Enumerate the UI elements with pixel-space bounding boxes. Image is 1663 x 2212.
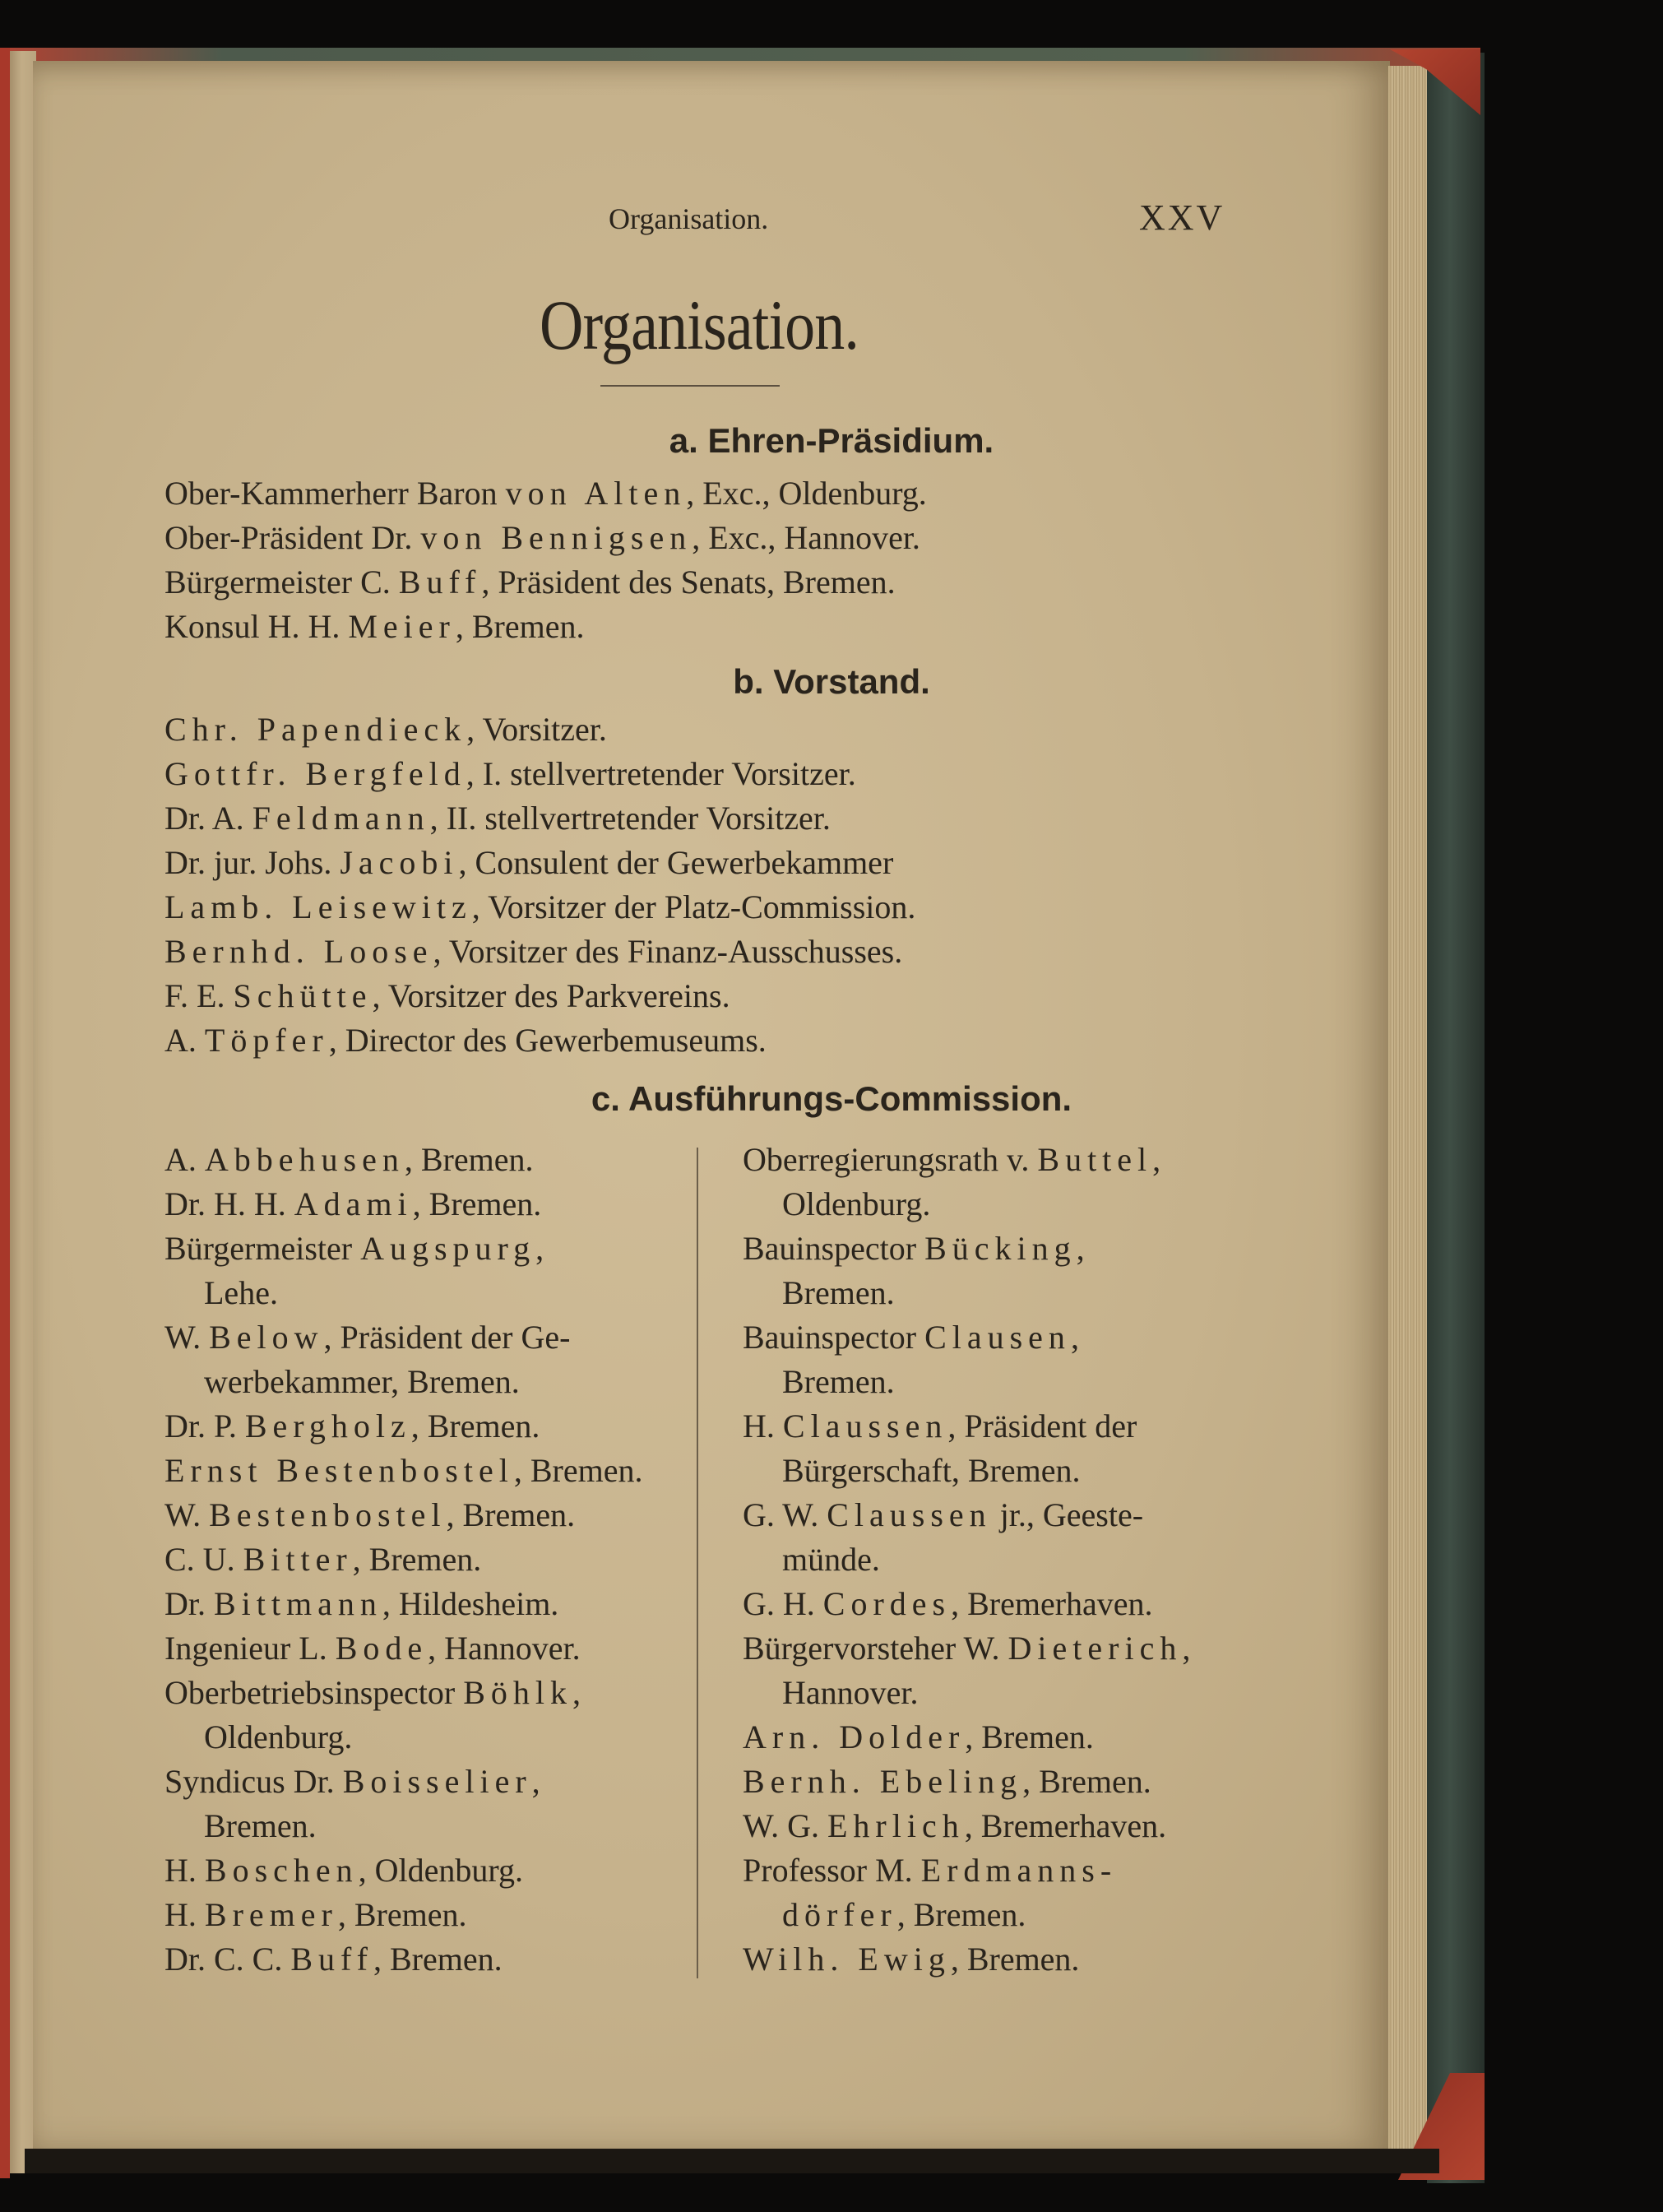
line-text: Konsul H. H. [164,608,349,645]
spaced-name: dörfer [782,1896,897,1933]
list-item [164,1493,642,1537]
list-item [743,1626,1190,1671]
line-text: Bürgermeister C. [164,563,399,601]
title-rule [600,385,780,387]
list-item [164,1937,642,1982]
spaced-name: Adami [294,1185,413,1222]
line-text: Dr. jur. Johs. [164,844,340,881]
spaced-name: Meier [348,608,456,645]
line-text: F. E. [164,977,234,1014]
line-text: , Vorsitzer der Platz-Commission. [471,888,916,925]
line-text: Bauinspector [743,1230,925,1267]
spaced-name: Claussen [827,1496,992,1533]
line-text: jr., Geeste- [991,1496,1144,1533]
list-item [743,1537,1190,1582]
line-text: , Bremen. [896,1896,1026,1933]
column-divider [697,1148,698,1978]
line-text: Ober-Präsident Dr. [164,519,421,556]
section-b-heading: b. Vorstand. [733,662,930,701]
list-item [743,1138,1190,1182]
line-text: , Präsident des Senats, Bremen. [481,563,896,601]
list-item [164,935,902,968]
line-text: H. [164,1896,205,1933]
spaced-name: Boisselier [342,1763,532,1800]
list-item [743,1227,1190,1271]
line-text: münde. [782,1541,880,1578]
line-text: , Vorsitzer des Parkvereins. [372,977,730,1014]
spaced-name: Böhlk [463,1674,572,1711]
list-item [164,519,920,556]
line-text: H. [743,1407,783,1445]
spaced-name: Bestenbostel [209,1496,447,1533]
list-item [164,977,730,1014]
section-c-heading: c. Ausführungs-Commission. [591,1079,1072,1118]
line-text: Oberregierungsrath v. [743,1141,1038,1178]
spaced-name: Töpfer [204,1022,329,1059]
line-text: H. [164,1852,205,1889]
line-text: Bremen. [204,1807,317,1844]
line-text: Dr. H. H. [164,1185,294,1222]
list-item [164,1138,642,1182]
list-item [743,1493,1190,1537]
spaced-name: Wilh. Ewig [743,1941,951,1978]
spaced-name: Bittmann [214,1585,382,1622]
spaced-name: Jacobi [340,844,459,881]
list-item [164,1848,642,1893]
line-text: , Bremen. [412,1185,542,1222]
list-item [164,713,607,746]
spaced-name: Arn. Dolder [743,1718,966,1755]
line-text: Lehe. [204,1274,278,1311]
spaced-name: Buff [398,563,482,601]
list-item [743,1182,1190,1227]
line-text: Bürgervorsteher W. [743,1630,1008,1667]
list-item [164,1449,642,1493]
list-item [164,1315,642,1360]
list-item [743,1760,1190,1804]
spaced-name: Claussen [782,1407,948,1445]
line-text: , Bremerhaven. [951,1585,1153,1622]
spaced-name: von Bennigsen [420,519,693,556]
list-item [743,1582,1190,1626]
spaced-name: von Alten [505,475,687,512]
line-text: , [1070,1319,1079,1356]
line-text: , [1182,1630,1191,1667]
spaced-name: Bitter [243,1541,353,1578]
line-text: , Oldenburg. [358,1852,524,1889]
spaced-name: Ernst Bestenbostel [164,1452,514,1489]
section-c-right-column [743,1138,1190,1982]
line-text: G. H. [743,1585,823,1622]
line-text: Bremen. [782,1363,895,1400]
line-text: , Bremen. [513,1452,643,1489]
line-text: Ingenieur L. [164,1630,336,1667]
spaced-name: Clausen [924,1319,1071,1356]
running-head-title: Organisation. [609,202,769,235]
line-text: , [535,1230,544,1267]
line-text: , I. stellvertretender Vorsitzer. [466,755,856,792]
list-item [743,1671,1190,1715]
line-text: W. [164,1496,210,1533]
line-text: , Bremen. [1022,1763,1151,1800]
list-item [743,1937,1190,1982]
line-text: Professor M. [743,1852,921,1889]
list-item [743,1315,1190,1360]
line-text: Oberbetriebsinspector [164,1674,464,1711]
list-item [164,610,584,643]
line-text: , Bremerhaven. [964,1807,1167,1844]
spaced-name: Below [209,1319,324,1356]
line-text: Dr. A. [164,800,252,837]
list-item [164,1582,642,1626]
spaced-name: Buff [290,1941,373,1978]
list-item [164,1227,642,1271]
spaced-name: Cordes [822,1585,952,1622]
line-text: , Bremen. [373,1941,503,1978]
list-item [164,1893,642,1937]
spaced-name: Bernhd. Loose [164,933,433,970]
page-title: Organisation. [539,285,859,364]
line-text: , Bremen. [455,608,585,645]
line-text: Bremen. [782,1274,895,1311]
line-text: , II. stellvertretender Vorsitzer. [429,800,831,837]
line-text: , [572,1674,581,1711]
line-text: , Exc., Hannover. [692,519,920,556]
spaced-name: Chr. Papendieck [164,711,467,748]
list-item [164,1537,642,1582]
line-text: , Präsident der [947,1407,1137,1445]
spaced-name: Bode [335,1630,428,1667]
spaced-name: Buttel [1037,1141,1153,1178]
line-text: , Vorsitzer. [466,711,607,748]
list-item [743,1848,1190,1893]
line-text: , [1152,1141,1161,1178]
line-text: , Präsident der Ge- [323,1319,571,1356]
line-text: C. U. [164,1541,243,1578]
line-text: , Bremen. [446,1496,576,1533]
line-text: Bürgermeister [164,1230,361,1267]
line-text: Dr. P. [164,1407,245,1445]
list-item [164,1671,642,1715]
line-text: Bauinspector [743,1319,925,1356]
line-text: , Director des Gewerbemuseums. [328,1022,767,1059]
list-item [164,888,916,925]
spaced-name: Augspurg [360,1230,536,1267]
line-text: A. [164,1022,205,1059]
list-item [743,1449,1190,1493]
list-item [164,563,896,601]
spaced-name: Feldmann [252,800,430,837]
line-text: G. W. [743,1496,827,1533]
list-item [164,1024,767,1057]
line-text: , Vorsitzer des Finanz-Ausschusses. [433,933,903,970]
list-item [164,1271,642,1315]
line-text: , Bremen. [404,1141,534,1178]
section-c-left-column [164,1138,642,1982]
list-item [743,1715,1190,1760]
spaced-name: Abbehusen [204,1141,405,1178]
spaced-name: Bergholz [244,1407,411,1445]
line-text: Hannover. [782,1674,919,1711]
list-item [743,1893,1190,1937]
list-item [164,1626,642,1671]
line-text: Syndicus Dr. [164,1763,343,1800]
line-text: A. [164,1141,205,1178]
list-item [164,1760,642,1804]
list-item [164,477,927,510]
spaced-name: Bremer [204,1896,338,1933]
spaced-name: Gottfr. Bergfeld [164,755,466,792]
page-number: XXV [1139,197,1225,238]
line-text: , Exc., Oldenburg. [686,475,927,512]
section-a-heading: a. Ehren-Präsidium. [669,421,994,460]
list-item [743,1360,1190,1404]
list-item [164,1404,642,1449]
line-text: Oldenburg. [782,1185,931,1222]
list-item [743,1271,1190,1315]
line-text: W. G. [743,1807,827,1844]
list-item [164,755,856,792]
list-item [743,1804,1190,1848]
list-item [164,1715,642,1760]
list-item [164,802,831,835]
line-text: , [1076,1230,1085,1267]
page-bottom-shadow [25,2149,1439,2173]
line-text: Dr. C. C. [164,1941,291,1978]
spaced-name: Boschen [204,1852,359,1889]
list-item [164,1182,642,1227]
line-text: , Hildesheim. [382,1585,559,1622]
spaced-name: Bernh. Ebeling [743,1763,1023,1800]
list-item [164,846,893,879]
line-text: , Bremen. [337,1896,467,1933]
line-text: , Bremen. [352,1541,482,1578]
spaced-name: Dieterich [1008,1630,1183,1667]
spaced-name: Bücking [924,1230,1077,1267]
line-text: , [531,1763,540,1800]
spaced-name: Erdmanns- [920,1852,1118,1889]
list-item [743,1404,1190,1449]
list-item [164,1804,642,1848]
list-item [164,1360,642,1404]
spaced-name: Ehrlich [827,1807,965,1844]
line-text: werbekammer, Bremen. [204,1363,520,1400]
spaced-name: Lamb. Leisewitz [164,888,472,925]
line-text: Bürgerschaft, Bremen. [782,1452,1081,1489]
line-text: , Consulent der Gewerbekammer [458,844,894,881]
line-text: Oldenburg. [204,1718,353,1755]
line-text: W. [164,1319,210,1356]
line-text: Dr. [164,1585,214,1622]
line-text: , Bremen. [965,1718,1094,1755]
line-text: , Bremen. [950,1941,1080,1978]
line-text: , Bremen. [410,1407,540,1445]
line-text: , Hannover. [428,1630,581,1667]
line-text: Ober-Kammerherr Baron [164,475,506,512]
spaced-name: Schütte [233,977,373,1014]
